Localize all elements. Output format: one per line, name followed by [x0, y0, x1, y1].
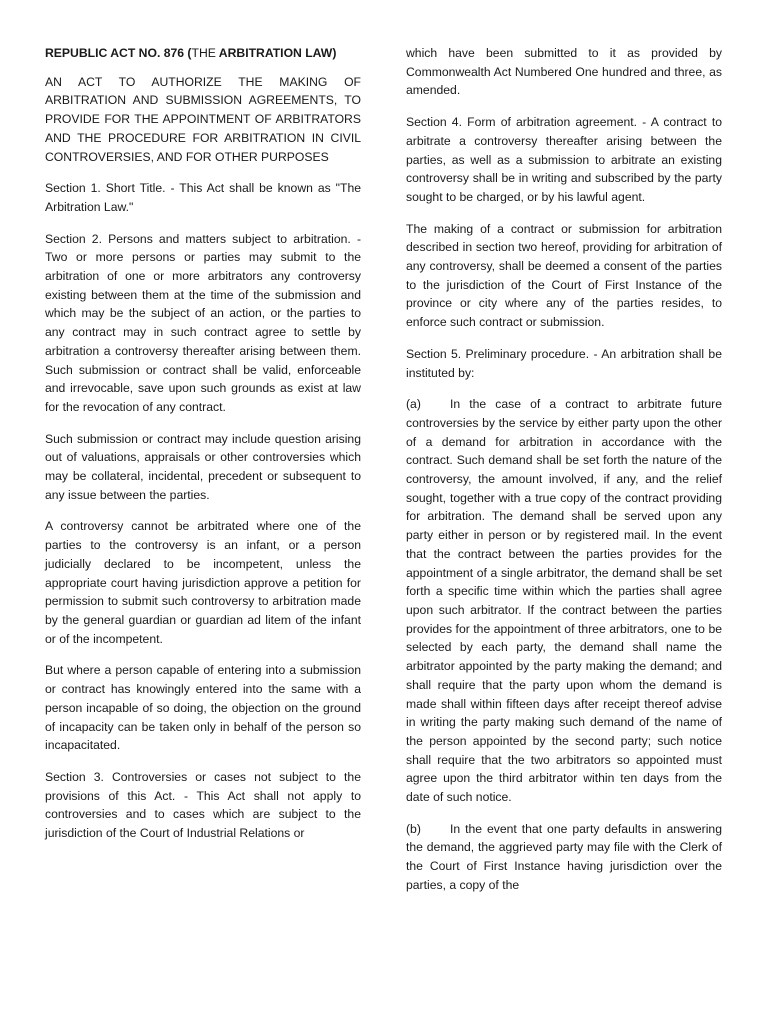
section-3-paragraph: Section 3. Controversies or cases not subject to the provisions of this Act. - This Act shall not apply to controversies and to cases which are subject to the jurisdiction of the Court of Industrial Relations or: [45, 769, 361, 841]
section-2-incompetent-paragraph: A controversy cannot be arbitrated where one of the parties to the controversy is an infant, or a person judicially declared to be incompetent, unless the appropriate court having jurisdiction approve a petition for permission to submit such controversy to arbitration made by the general guardian or guardian ad litem of the infant or of the incompetent.: [45, 519, 361, 646]
item-b-label: (b): [406, 821, 421, 836]
section-5-item-b: [406, 820, 722, 895]
item-a-label: (a): [406, 397, 421, 412]
right-column: [406, 44, 722, 908]
section-5-paragraph: Section 5. Preliminary procedure. - An arbitration shall be instituted by:: [406, 346, 722, 380]
document-title: [45, 44, 361, 63]
title-part-1: REPUBLIC ACT NO. 876 (: [45, 46, 192, 60]
section-4-consent-paragraph: The making of a contract or submission for arbitration described in section two hereof, providing for arbitration of any controversy, shall be deemed a consent of the parties to the jurisdiction of the Court of First Instance of the province or city where any of the parties resides, to enforce such contract or submission.: [406, 221, 722, 330]
title-part-2: THE: [191, 46, 216, 60]
section-2-incapacity-paragraph: But where a person capable of entering into a submission or contract has knowingly entered into the same with a person incapable of so doing, the objection on the ground of incapacity can be taken only in behalf of the person so incapacitated.: [45, 663, 361, 753]
section-5-item-a: [406, 395, 722, 806]
section-2-paragraph: Section 2. Persons and matters subject to arbitration. - Two or more persons or parties may submit to the arbitration of one or more arbitrators any controversy existing between them at the time of the submission and which may be the subject of an action, or the parties to any contract may in such contract agree to settle by arbitration a controversy thereafter arising between them. Such submission or contract shall be valid, enforceable and irrevocable, save upon such grounds as exist at law for the revocation of any contract.: [45, 231, 361, 414]
section-1-paragraph: Section 1. Short Title. - This Act shall be known as "The Arbitration Law.": [45, 181, 361, 214]
title-part-3: ARBITRATION LAW): [215, 46, 337, 60]
left-column: [45, 44, 361, 856]
section-4-paragraph: Section 4. Form of arbitration agreement. - A contract to arbitrate a controversy thereafter arising between the parties, as well as a submission to arbitrate an existing controversy shall be in writing and subscribed by the party sought to be charged, or by his lawful agent.: [406, 115, 722, 204]
section-2-valuations-paragraph: Such submission or contract may include question arising out of valuations, appraisals or other controversies which may be collateral, incidental, precedent or subsequent to any issue between the parties.: [45, 431, 361, 502]
act-description: AN ACT TO AUTHORIZE THE MAKING OF ARBITRATION AND SUBMISSION AGREEMENTS, TO PROVIDE FOR THE APPOINTMENT OF ARBITRATORS AND THE PROCEDURE FOR ARBITRATION IN CIVIL CONTROVERSIES, AND FOR OTHER PURPOSES: [45, 74, 361, 164]
item-b-text: In the event that one party defaults in answering the demand, the aggrieved party may file with the Clerk of the Court of First Instance having jurisdiction over the parties, a copy of the: [406, 821, 722, 892]
item-a-text: In the case of a contract to arbitrate future controversies by the service by either party upon the other of a demand for arbitration in accordance with the contract. Such demand shall be set forth the nature of the controversy, the amount involved, if any, and the relief sought, together with a true copy of the contract providing for arbitration. The demand shall be served upon any party either in person or by registered mail. In the event that the contract between the parties provides for the appointment of a single arbitrator, the demand shall be set forth a specific time within which the parties shall agree upon such arbitrator. If the contract between the parties provides for the appointment of three arbitrators, one to be selected by each party, the demand shall name the arbitrator appointed by the party making the demand; and shall require that the party upon whom the demand is made shall within fifteen days after receipt thereof advise in writing the party making such demand of the name of the person appointed by the second party; such notice shall require that the two arbitrators so appointed must agree upon the third arbitrator within ten days from the date of such notice.: [406, 397, 722, 805]
section-3-continued-paragraph: which have been submitted to it as provided by Commonwealth Act Numbered One hundred and three, as amended.: [406, 46, 722, 98]
